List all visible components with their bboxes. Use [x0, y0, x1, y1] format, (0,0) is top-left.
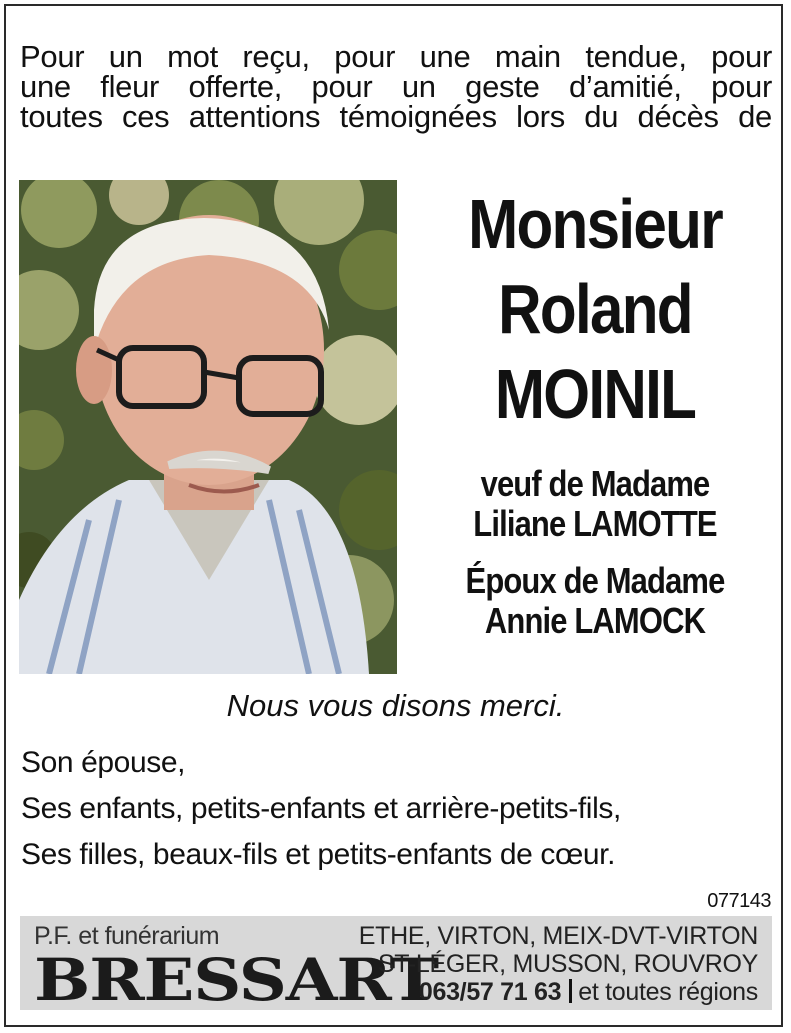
widower-line: veuf de Madame — [480, 463, 710, 504]
deceased-last-name: MOINIL — [494, 355, 696, 433]
spouse-line: Époux de Madame — [465, 560, 725, 601]
deceased-title: Monsieur — [468, 185, 722, 263]
family-line: Ses enfants, petits-enfants et arrière-petits-fils, — [21, 792, 621, 825]
portrait-photo — [19, 180, 397, 674]
thanks-line: Nous vous disons merci. — [226, 688, 565, 723]
intro-text — [20, 39, 772, 134]
family-list — [21, 740, 761, 878]
reference-number: 077143 — [707, 890, 771, 912]
locations-line: ETHE, VIRTON, MEIX-DVT-VIRTON — [358, 922, 758, 950]
widower-of — [445, 464, 746, 544]
phone-number: 063/57 71 63 — [418, 978, 562, 1006]
intro-line: une fleur offerte, pour un geste d’amitié, pour — [20, 69, 772, 104]
family-line: Ses filles, beaux-fils et petits-enfants de cœur. — [21, 838, 616, 871]
intro-line: toutes ces attentions témoignées lors du décès de — [20, 99, 772, 134]
deceased-name — [436, 182, 754, 437]
family-line: Son épouse, — [21, 746, 186, 779]
funeral-home-subtitle: P.F. et funérarium — [34, 922, 220, 950]
intro-line: Pour un mot reçu, pour une main tendue, pour — [20, 39, 772, 74]
separator — [569, 979, 572, 1003]
locations-line: ST-LÉGER, MUSSON, ROUVROY — [377, 950, 758, 978]
funeral-home-footer — [20, 916, 772, 1014]
widower-line: Liliane LAMOTTE — [473, 503, 717, 544]
deceased-first-name: Roland — [498, 270, 692, 348]
funeral-home-brand: BRESSART — [34, 946, 438, 1014]
regions-text: et toutes régions — [578, 978, 758, 1006]
spouse-line: Annie LAMOCK — [484, 600, 706, 641]
spouse-of — [445, 561, 746, 641]
